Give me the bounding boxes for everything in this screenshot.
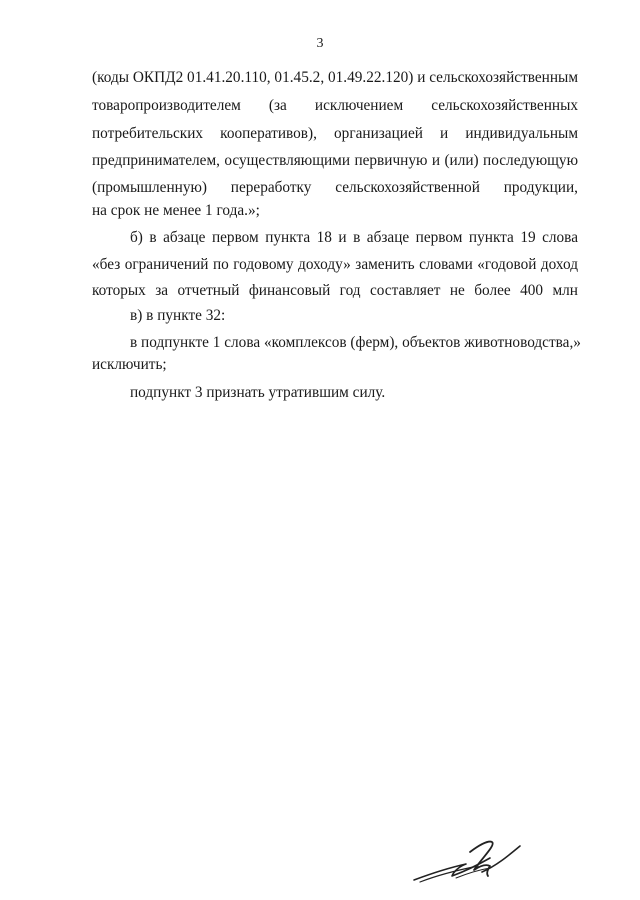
text-line: которых за отчетный финансовый год составляет не более 400 млн [92, 282, 578, 299]
text-line: подпункт 3 признать утратившим силу. [130, 384, 386, 401]
text-line: в подпункте 1 слова «комплексов (ферм), объектов животноводства,» [130, 334, 581, 351]
text-line: (коды ОКПД2 01.41.20.110, 01.45.2, 01.49.22.120) и сельскохозяйственным [92, 69, 578, 86]
text-line: товаропроизводителем (за исключением сельскохозяйственных [92, 97, 578, 114]
text-line: потребительских кооперативов), организацией и индивидуальным [92, 125, 578, 142]
page-number: 3 [316, 36, 324, 51]
text-line: на срок не менее 1 года.»; [92, 202, 260, 219]
text-line: в) в пункте 32: [130, 307, 226, 324]
handwritten-signature-icon [408, 828, 528, 890]
text-line: исключить; [92, 356, 167, 373]
text-line: «без ограничений по годовому доходу» заменить словами «годовой доход [92, 256, 578, 273]
text-line: (промышленную) переработку сельскохозяйственной продукции, [92, 179, 578, 196]
text-line: б) в абзаце первом пункта 18 и в абзаце первом пункта 19 слова [130, 229, 578, 246]
text-line: предпринимателем, осуществляющими первичную и (или) последующую [92, 152, 578, 169]
